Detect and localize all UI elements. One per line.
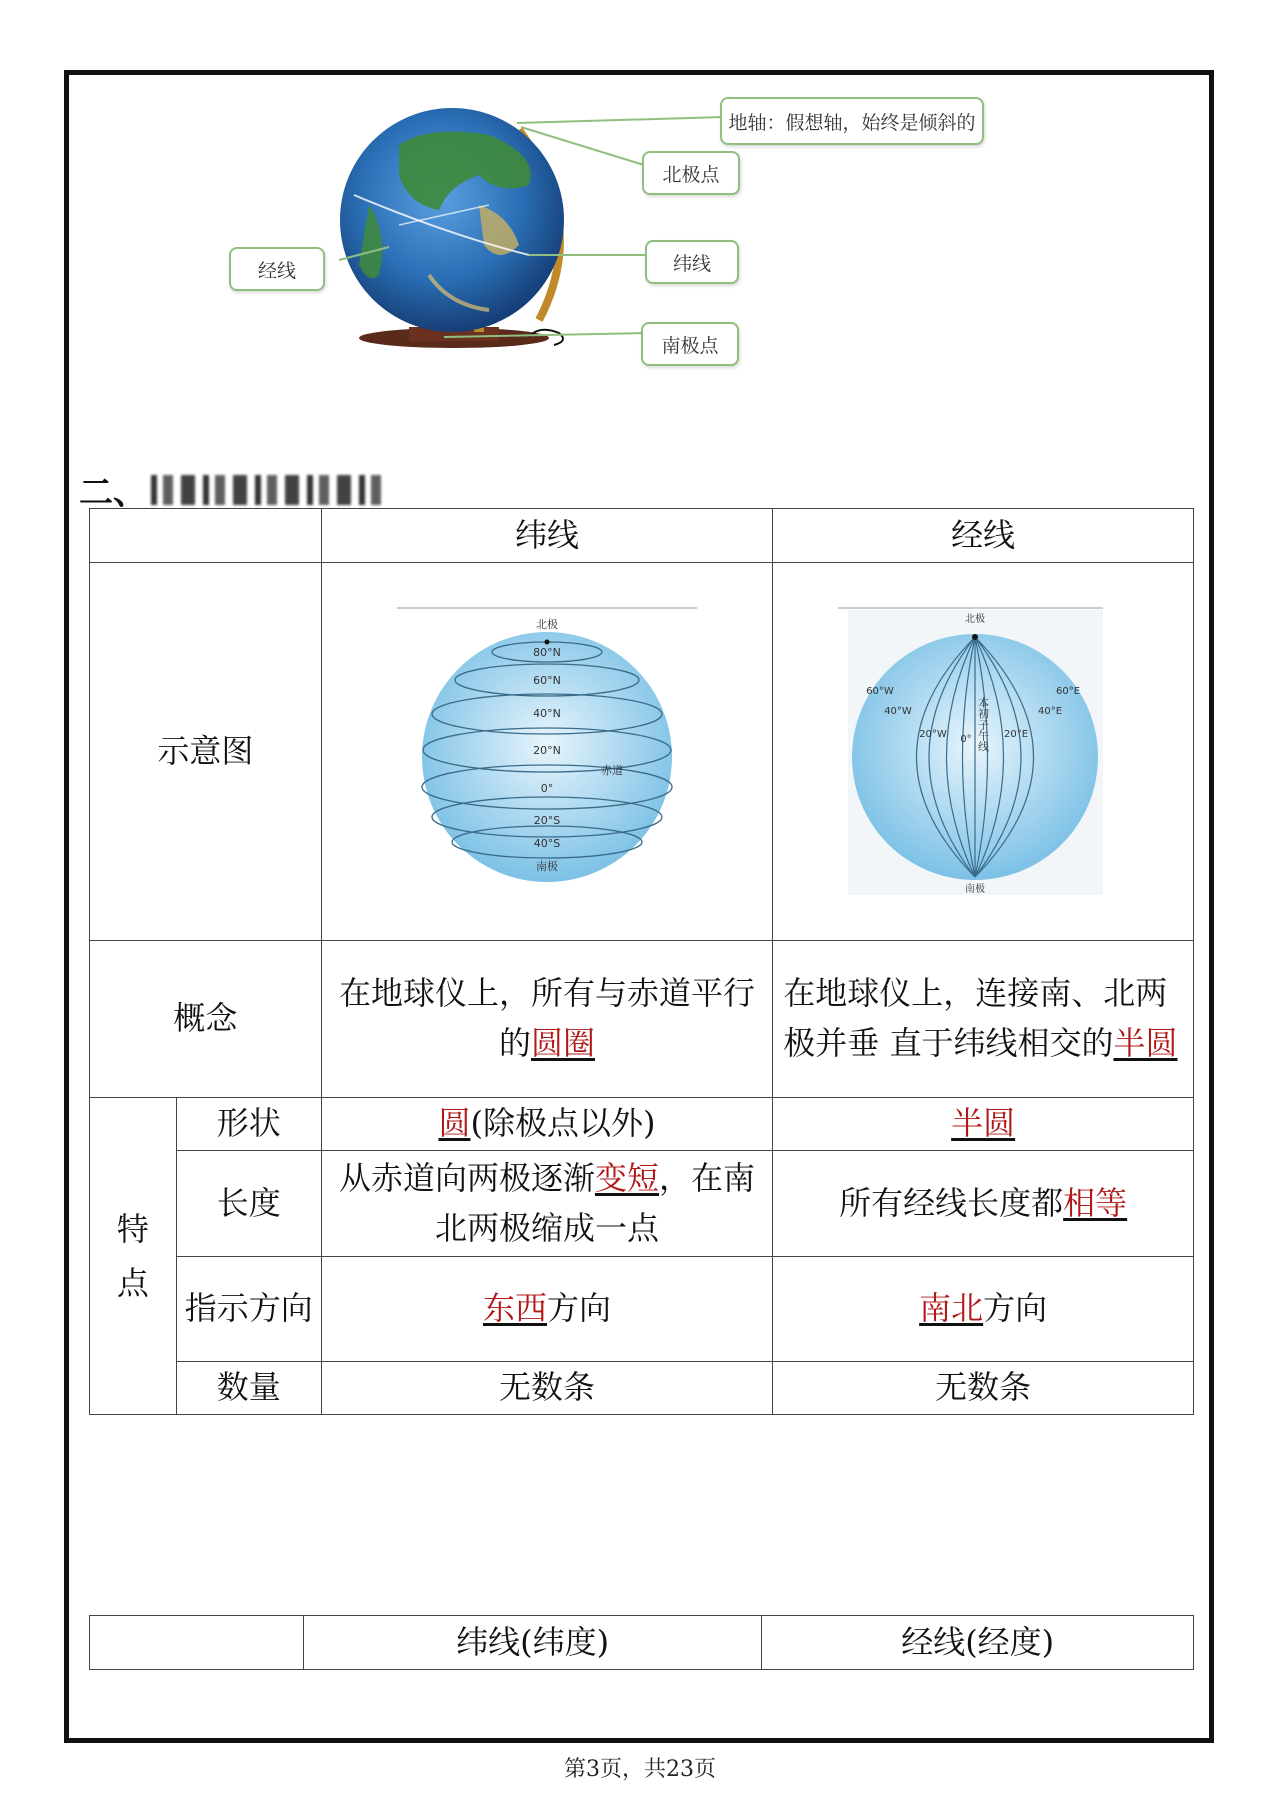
lat-south-label: 南极 <box>535 859 558 873</box>
degree-table-header <box>90 1616 1194 1670</box>
degree-header-latitude: 纬线(纬度) <box>303 1616 762 1670</box>
direction-label: 指示方向 <box>176 1257 321 1362</box>
shape-label: 形状 <box>176 1098 321 1151</box>
degree-table <box>89 1615 1194 1670</box>
callout-axis: 地轴：假想轴，始终是倾斜的 <box>720 97 984 145</box>
lon-south-label: 南极 <box>965 883 986 895</box>
diagram-row <box>90 563 1194 941</box>
page-frame <box>64 70 1214 1743</box>
length-lon-text: 所有经线长度都 <box>839 1183 1064 1222</box>
degree-header-empty <box>90 1616 304 1670</box>
shape-lat-answer: 圆 <box>438 1104 471 1143</box>
count-row <box>90 1362 1194 1415</box>
concept-lon-answer: 半圆 <box>1113 1024 1178 1062</box>
lat-label-40s: 40°S <box>533 836 561 850</box>
length-latitude <box>321 1151 773 1257</box>
shape-lon-answer: 半圆 <box>951 1104 1016 1143</box>
longitude-globe-figure <box>838 602 1128 902</box>
lat-north-label: 北极 <box>535 617 558 631</box>
lat-label-40: 40°N <box>533 706 561 720</box>
direction-row <box>90 1257 1194 1362</box>
length-lon-answer: 相等 <box>1063 1183 1128 1222</box>
shape-row <box>90 1098 1194 1151</box>
length-lat-text: 从赤道向两极逐渐 <box>338 1158 595 1197</box>
count-longitude: 无数条 <box>773 1362 1194 1415</box>
count-label: 数量 <box>176 1362 321 1415</box>
lon-label-20w: 20°W <box>919 728 947 740</box>
length-label: 长度 <box>176 1151 321 1257</box>
count-latitude: 无数条 <box>321 1362 773 1415</box>
concept-lon-text: 在地球仪上，连接南、北两极并垂 直于纬线相交的 <box>783 974 1168 1062</box>
direction-lat-text: 方向 <box>546 1289 611 1328</box>
length-lat-post: ，在南北两极缩成一点 <box>434 1158 755 1247</box>
callout-north-pole: 北极点 <box>642 151 740 195</box>
section-number: 二、 <box>79 473 147 513</box>
lat-label-80: 80°N <box>533 645 561 659</box>
shape-lat-text: (除极点以外) <box>470 1104 656 1143</box>
concept-label: 概念 <box>90 941 322 1098</box>
concept-lat-answer: 圆圈 <box>530 1024 595 1062</box>
latitude-globe-figure <box>397 602 697 902</box>
lat-label-20s: 20°S <box>533 813 561 827</box>
lat-label-60: 60°N <box>533 673 561 687</box>
concept-longitude <box>773 941 1194 1098</box>
length-row <box>90 1151 1194 1257</box>
lon-label-20e: 20°E <box>1004 728 1029 740</box>
lat-label-0: 0° <box>540 781 554 795</box>
lon-label-40w: 40°W <box>884 705 912 717</box>
diagram-label: 示意图 <box>90 563 322 941</box>
header-longitude: 经线 <box>773 509 1194 563</box>
concept-latitude <box>321 941 773 1098</box>
header-empty-cell <box>90 509 322 563</box>
lon-label-40e: 40°E <box>1038 705 1063 717</box>
lon-label-60w: 60°W <box>866 685 894 697</box>
longitude-figure-cell <box>773 563 1194 941</box>
feature-label: 特点 <box>90 1098 177 1415</box>
lon-label-0: 0° <box>960 733 972 745</box>
table-header-row <box>90 509 1194 563</box>
direction-lon-text: 方向 <box>983 1289 1048 1328</box>
lat-equator-label: 赤道 <box>600 763 623 777</box>
globe-diagram <box>69 75 1209 475</box>
length-longitude <box>773 1151 1194 1257</box>
comparison-table <box>89 508 1194 1415</box>
page-footer: 第3页，共23页 <box>564 1757 716 1782</box>
header-latitude: 纬线 <box>321 509 773 563</box>
callout-meridian: 经线 <box>229 247 325 291</box>
callout-south-pole: 南极点 <box>641 322 739 366</box>
length-lat-answer: 变短 <box>594 1158 659 1197</box>
lon-label-60e: 60°E <box>1056 685 1081 697</box>
shape-longitude <box>773 1098 1194 1151</box>
direction-latitude <box>321 1257 773 1362</box>
section-heading <box>79 465 381 514</box>
lat-label-20n: 20°N <box>533 743 561 757</box>
latitude-figure-cell <box>321 563 773 941</box>
direction-lat-answer: 东西 <box>482 1289 547 1328</box>
blurred-heading-text <box>151 475 381 505</box>
lon-prime-meridian-label: 本初子午线 <box>976 696 990 752</box>
degree-header-longitude: 经线(经度) <box>762 1616 1194 1670</box>
concept-row <box>90 941 1194 1098</box>
concept-lat-text: 在地球仪上，所有与赤道平行的 <box>338 974 755 1062</box>
callout-parallel: 纬线 <box>645 240 739 284</box>
lon-north-label: 北极 <box>965 613 986 625</box>
direction-lon-answer: 南北 <box>919 1289 984 1328</box>
direction-longitude <box>773 1257 1194 1362</box>
shape-latitude <box>321 1098 773 1151</box>
